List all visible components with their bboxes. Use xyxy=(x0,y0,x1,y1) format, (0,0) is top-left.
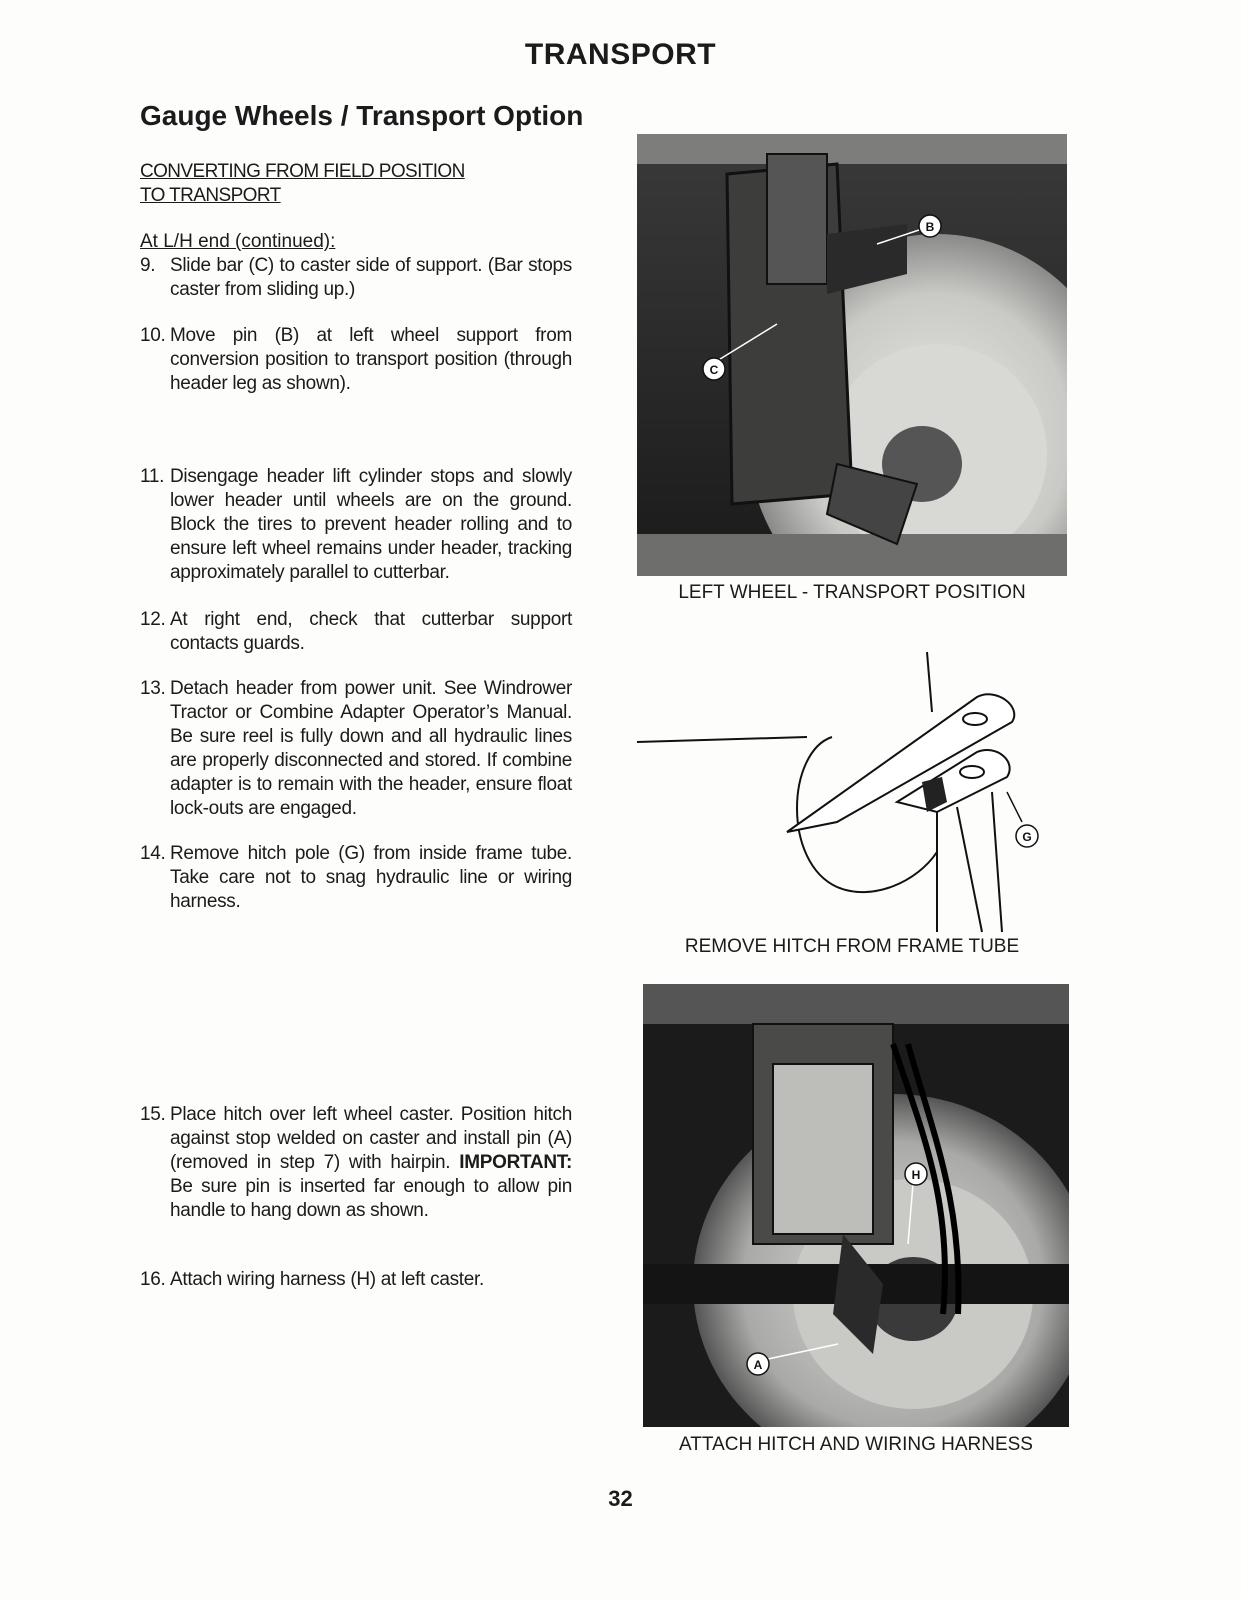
figure-caption: ATTACH HITCH AND WIRING HARNESS xyxy=(679,1434,1033,1455)
step-text: Detach header from power unit. See Windrower Tractor or Combine Adapter Operator’s Manual. Be sure reel is fully down and all hydraulic lines are properly disconnected and stored. If combine adapter is to remain with the header, ensure float lock-outs are engaged. xyxy=(170,678,572,819)
step-14 xyxy=(140,842,572,914)
callout-a: A xyxy=(753,1358,763,1372)
step-number: 13. xyxy=(140,678,166,699)
photo-attach-hitch-harness xyxy=(643,984,1069,1427)
page-title: TRANSPORT xyxy=(524,38,717,71)
section-title: Gauge Wheels / Transport Option xyxy=(140,100,584,131)
step-number: 12. xyxy=(140,609,166,630)
figure-caption: LEFT WHEEL - TRANSPORT POSITION xyxy=(678,582,1026,603)
photo-left-wheel-transport xyxy=(637,134,1067,576)
step-9 xyxy=(140,254,572,302)
step-number: 14. xyxy=(140,843,166,864)
step-text xyxy=(170,1103,572,1223)
sub-heading-line-1: CONVERTING FROM FIELD POSITION xyxy=(140,161,465,182)
step-text: Slide bar (C) to caster side of support. (Bar stops caster from sliding up.) xyxy=(170,255,572,300)
callout-h: H xyxy=(911,1168,921,1182)
step-10 xyxy=(140,324,572,396)
step-11 xyxy=(140,465,572,585)
callout-g: G xyxy=(1022,830,1032,844)
step-13 xyxy=(140,677,572,821)
important-text: Be sure pin is inserted far enough to allow pin handle to hang down as shown. xyxy=(170,1176,572,1221)
step-number: 11. xyxy=(140,466,165,487)
step-15-main: Place hitch over left wheel caster. Position hitch against stop welded on caster and install pin (A) (removed in step 7) with hairpin. xyxy=(170,1104,572,1173)
step-number: 15. xyxy=(140,1104,166,1125)
step-15 xyxy=(140,1103,572,1223)
step-12 xyxy=(140,608,572,656)
page-number: 32 xyxy=(608,1486,633,1511)
drawing-remove-hitch xyxy=(637,652,1067,934)
sub-heading xyxy=(140,160,465,208)
figure-caption: REMOVE HITCH FROM FRAME TUBE xyxy=(684,936,1020,957)
callout-c: C xyxy=(709,363,719,377)
step-number: 9. xyxy=(140,255,156,276)
step-16 xyxy=(140,1268,572,1292)
at-end-label: At L/H end (continued): xyxy=(140,231,336,252)
callout-b: B xyxy=(925,220,935,234)
sub-heading-line-2: TO TRANSPORT xyxy=(140,185,281,206)
step-text: Attach wiring harness (H) at left caster. xyxy=(170,1269,484,1290)
step-text: Remove hitch pole (G) from inside frame tube. Take care not to snag hydraulic line or wiring harness. xyxy=(170,843,572,912)
step-number: 10. xyxy=(140,325,166,346)
step-number: 16. xyxy=(140,1269,166,1290)
step-text: Move pin (B) at left wheel support from conversion position to transport position (through header leg as shown). xyxy=(170,325,572,394)
step-text: Disengage header lift cylinder stops and slowly lower header until wheels are on the ground. Block the tires to prevent header rolling and to ensure left wheel remains under header, tracking approximately parallel to cutterbar. xyxy=(170,466,572,583)
important-label: IMPORTANT: xyxy=(459,1152,572,1173)
step-text: At right end, check that cutterbar support contacts guards. xyxy=(170,609,572,654)
